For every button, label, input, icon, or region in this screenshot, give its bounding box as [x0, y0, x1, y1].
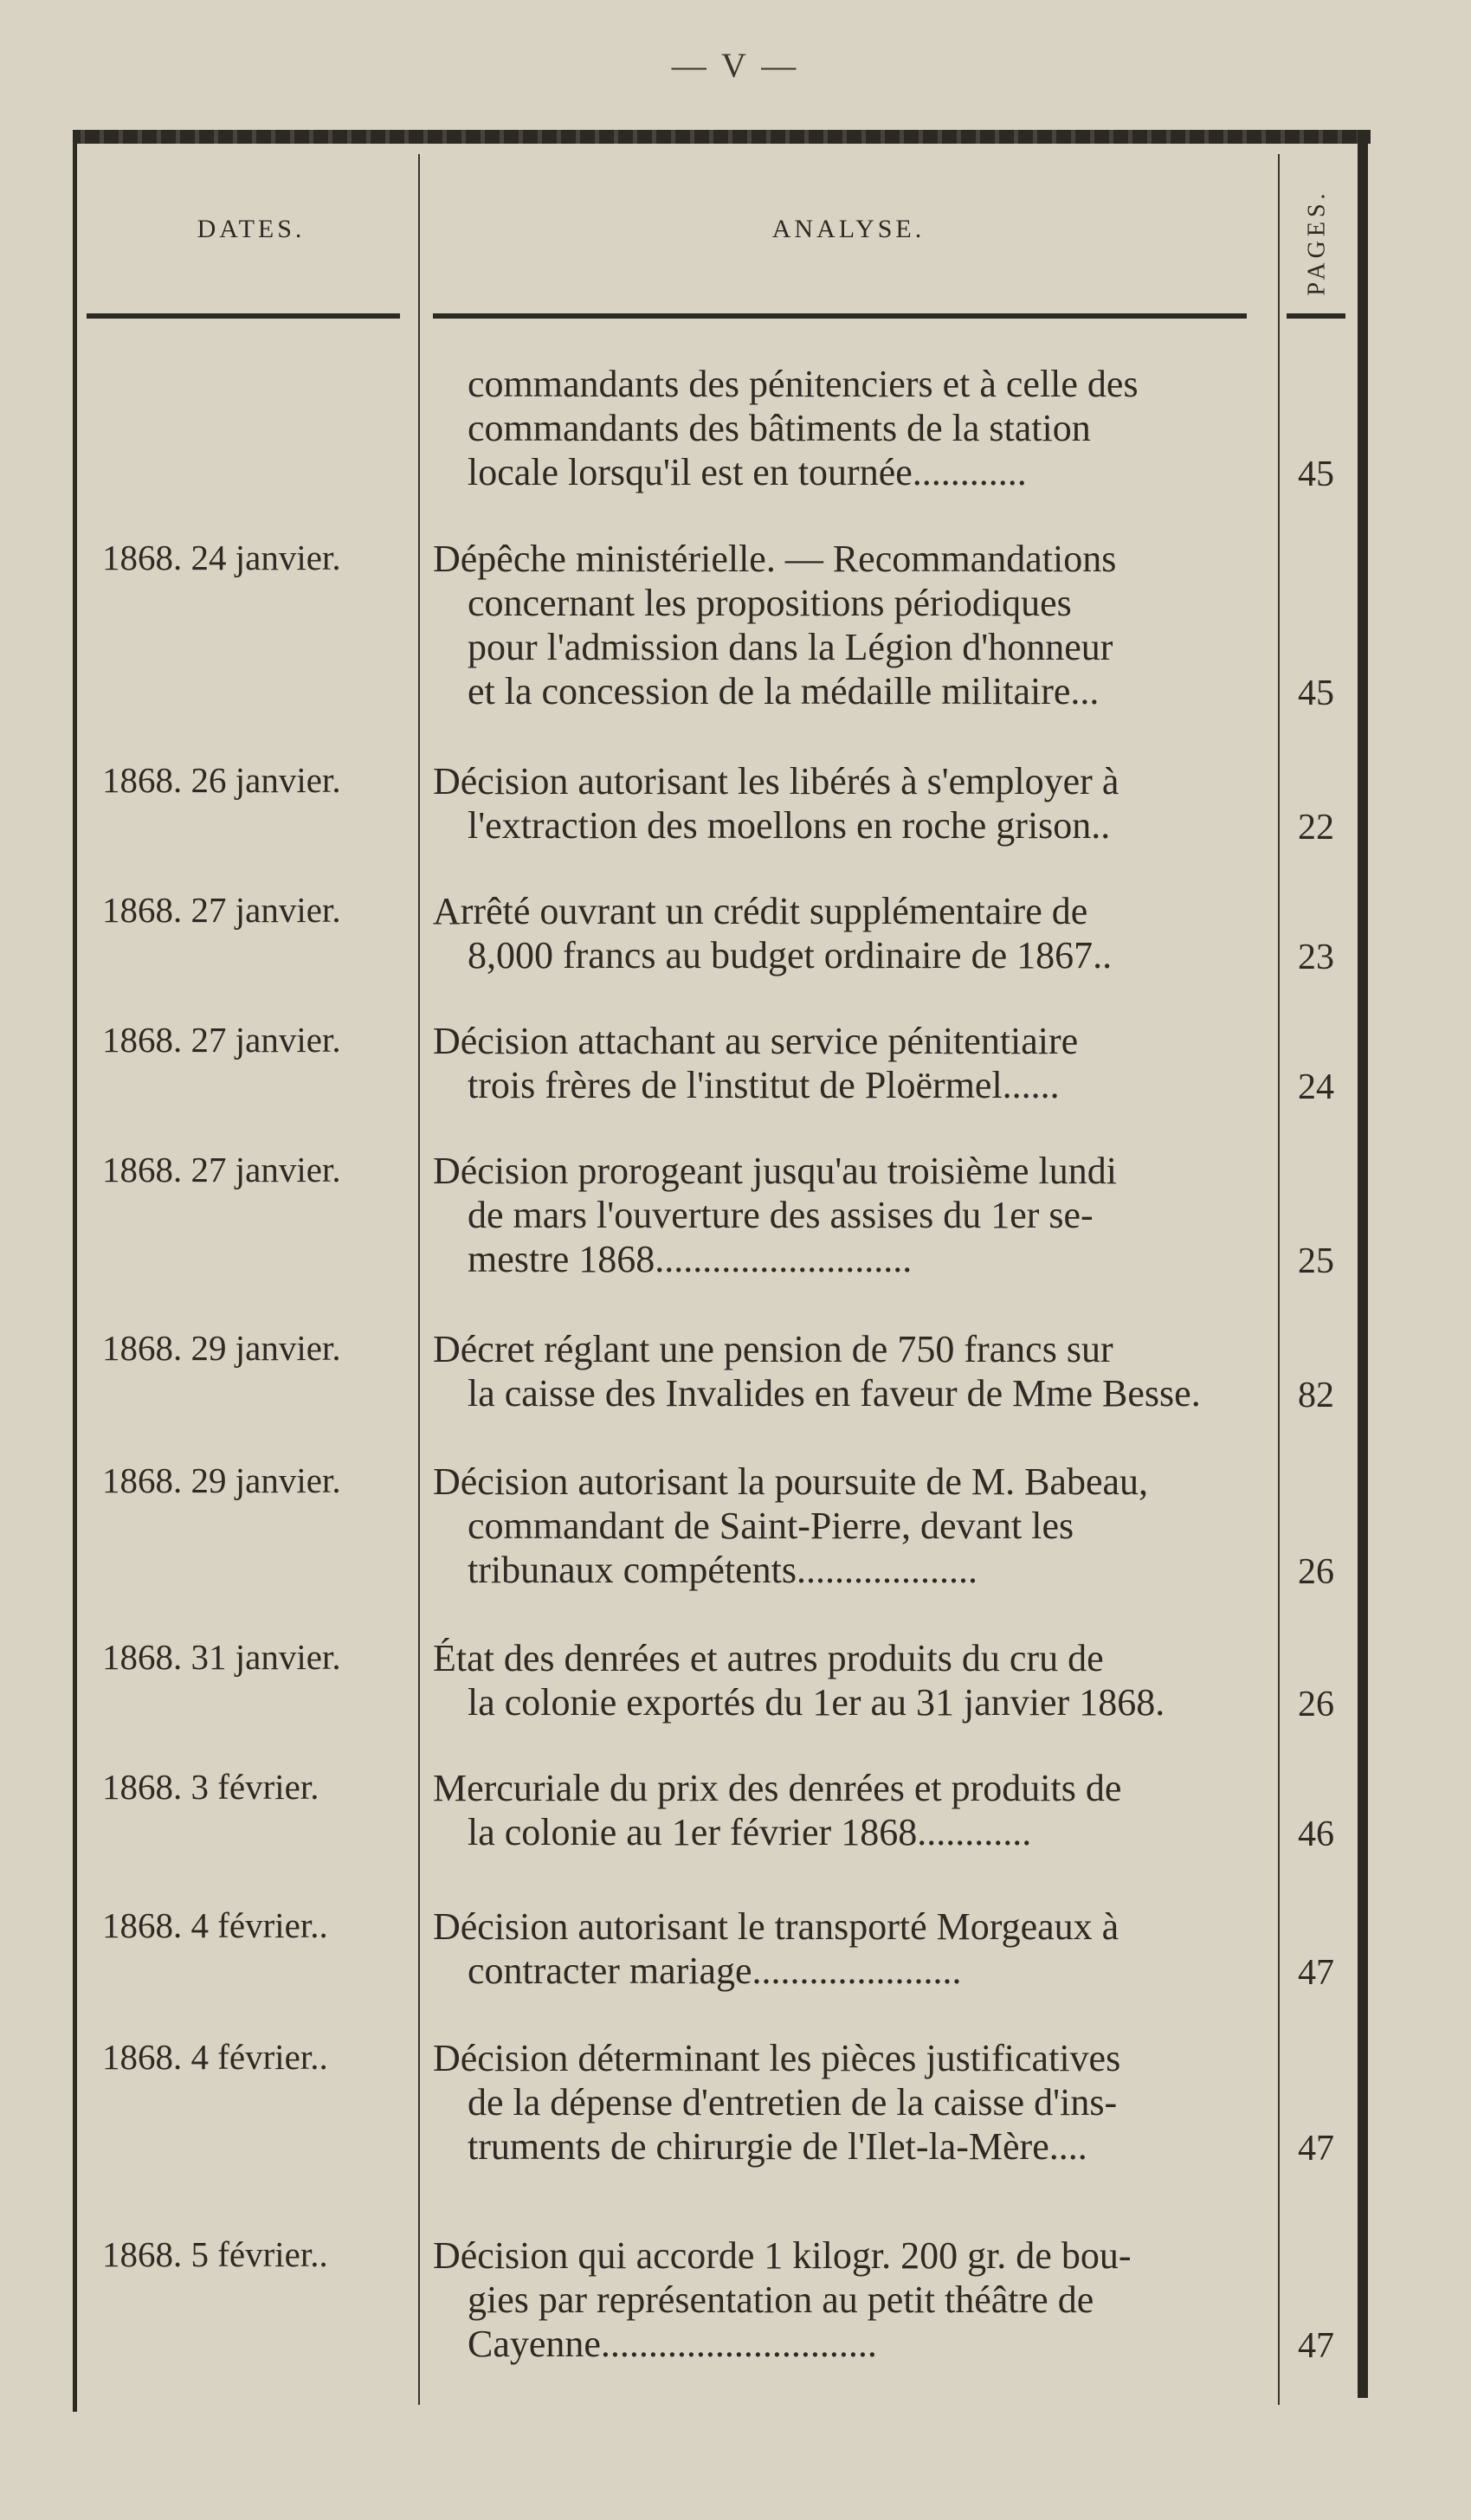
entry-line: truments de chirurgie de l'Ilet-la-Mère....	[468, 2125, 1087, 2168]
entry-date: 1868. 27 janvier.	[102, 1150, 341, 1189]
entry-page-number: 45	[1298, 454, 1334, 494]
entry-page-number: 26	[1298, 1552, 1334, 1592]
entry-line: Décision autorisant la poursuite de M. Babeau,	[433, 1460, 1149, 1503]
entry-date: 1868. 29 janvier.	[102, 1460, 341, 1500]
entry-line: mestre 1868...........................	[468, 1238, 913, 1280]
entry-line: de mars l'ouverture des assises du 1er se-	[468, 1194, 1094, 1236]
header-pages: PAGES.	[1304, 189, 1331, 296]
entry-line: concernant les propositions périodiques	[468, 582, 1072, 624]
entry-line: la colonie exportés du 1er au 31 janvier 1868.	[468, 1681, 1165, 1724]
entry-line: Arrêté ouvrant un crédit supplémentaire de	[433, 890, 1088, 932]
entry-line: Dépêche ministérielle. — Recommandations	[433, 538, 1117, 580]
entry-page-number: 46	[1298, 1814, 1334, 1854]
entry-date: 1868. 5 février..	[102, 2234, 328, 2274]
table-right-border	[1358, 130, 1368, 2398]
entry-date: 1868. 27 janvier.	[102, 1020, 341, 1060]
entry-line: Décision autorisant le transporté Morgeaux à	[433, 1905, 1119, 1948]
entry-page-number: 24	[1298, 1067, 1334, 1107]
entry-analyse	[433, 2036, 1255, 2169]
entry-analyse	[433, 759, 1255, 848]
entry-page-number: 26	[1298, 1685, 1334, 1724]
header-analyse: ANALYSE.	[771, 215, 926, 243]
header-rule-dates	[87, 313, 400, 319]
entry-line: locale lorsqu'il est en tournée............	[468, 451, 1027, 493]
entry-date: 1868. 29 janvier.	[102, 1328, 341, 1368]
entry-line: de la dépense d'entretien de la caisse d'ins-	[468, 2081, 1118, 2124]
entry-line: Décision déterminant les pièces justificatives	[433, 2037, 1121, 2079]
page-folio: — V —	[671, 46, 800, 85]
entry-analyse	[433, 537, 1255, 713]
entry-analyse	[433, 2233, 1255, 2366]
entry-line: Cayenne.............................	[468, 2323, 877, 2365]
entry-line: Décision autorisant les libérés à s'employer à	[433, 760, 1119, 802]
entry-analyse	[433, 1636, 1255, 1724]
entry-line: commandant de Saint-Pierre, devant les	[468, 1505, 1074, 1547]
entry-page-number: 25	[1298, 1241, 1334, 1281]
entry-analyse	[433, 1766, 1255, 1854]
entry-page-number: 82	[1298, 1376, 1334, 1415]
entry-analyse	[433, 889, 1255, 977]
entry-date: 1868. 31 janvier.	[102, 1637, 341, 1677]
entry-line: contracter mariage......................	[468, 1950, 962, 1992]
entry-page-number: 45	[1298, 674, 1334, 713]
entry-page-number: 22	[1298, 808, 1334, 848]
entry-date: 1868. 3 février.	[102, 1767, 319, 1807]
entry-analyse	[433, 1019, 1255, 1107]
entry-line: pour l'admission dans la Légion d'honneur	[468, 626, 1113, 668]
entry-line: tribunaux compétents...................	[468, 1549, 978, 1591]
entry-line: État des denrées et autres produits du cru de	[433, 1637, 1104, 1679]
entry-line: trois frères de l'institut de Ploërmel......	[468, 1064, 1060, 1106]
entry-line: et la concession de la médaille militaire...	[468, 670, 1100, 712]
entry-line: la caisse des Invalides en faveur de Mme Besse.	[468, 1372, 1201, 1415]
entry-page-number: 23	[1298, 938, 1334, 977]
header-rule-analyse	[433, 313, 1247, 319]
entry-page-number: 47	[1298, 2129, 1334, 2169]
entry-analyse	[433, 1149, 1255, 1281]
entry-date: 1868. 27 janvier.	[102, 890, 341, 930]
column-divider-pages	[1278, 154, 1280, 2405]
header-rule-pages	[1287, 313, 1345, 319]
entry-line: la colonie au 1er février 1868............	[468, 1811, 1032, 1853]
entry-date: 1868. 24 janvier.	[102, 538, 341, 577]
entry-line: Décision attachant au service pénitentiaire	[433, 1020, 1079, 1062]
entry-date: 1868. 4 février..	[102, 1905, 328, 1945]
entry-date: 1868. 26 janvier.	[102, 760, 341, 800]
entry-page-number: 47	[1298, 1953, 1334, 1993]
entry-analyse	[433, 1460, 1255, 1592]
entry-line: gies par représentation au petit théâtre de	[468, 2278, 1094, 2321]
entry-date: 1868. 4 février..	[102, 2037, 328, 2077]
column-divider-dates	[418, 154, 420, 2405]
entry-analyse	[433, 1905, 1255, 1993]
entry-line: Décision qui accorde 1 kilogr. 200 gr. de bou-	[433, 2234, 1132, 2277]
entry-line: Mercuriale du prix des denrées et produits de	[433, 1767, 1122, 1809]
header-dates: DATES.	[197, 215, 306, 243]
entry-line: commandants des pénitenciers et à celle des	[468, 363, 1139, 405]
entry-page-number: 47	[1298, 2326, 1334, 2366]
entry-analyse	[433, 1327, 1255, 1415]
entry-line: 8,000 francs au budget ordinaire de 1867..	[468, 934, 1113, 976]
entry-line: l'extraction des moellons en roche grison..	[468, 804, 1111, 847]
entry-analyse	[433, 362, 1255, 494]
entry-line: Décision prorogeant jusqu'au troisième lundi	[433, 1150, 1117, 1192]
entry-line: commandants des bâtiments de la station	[468, 407, 1091, 449]
entry-line: Décret réglant une pension de 750 francs sur	[433, 1328, 1113, 1370]
